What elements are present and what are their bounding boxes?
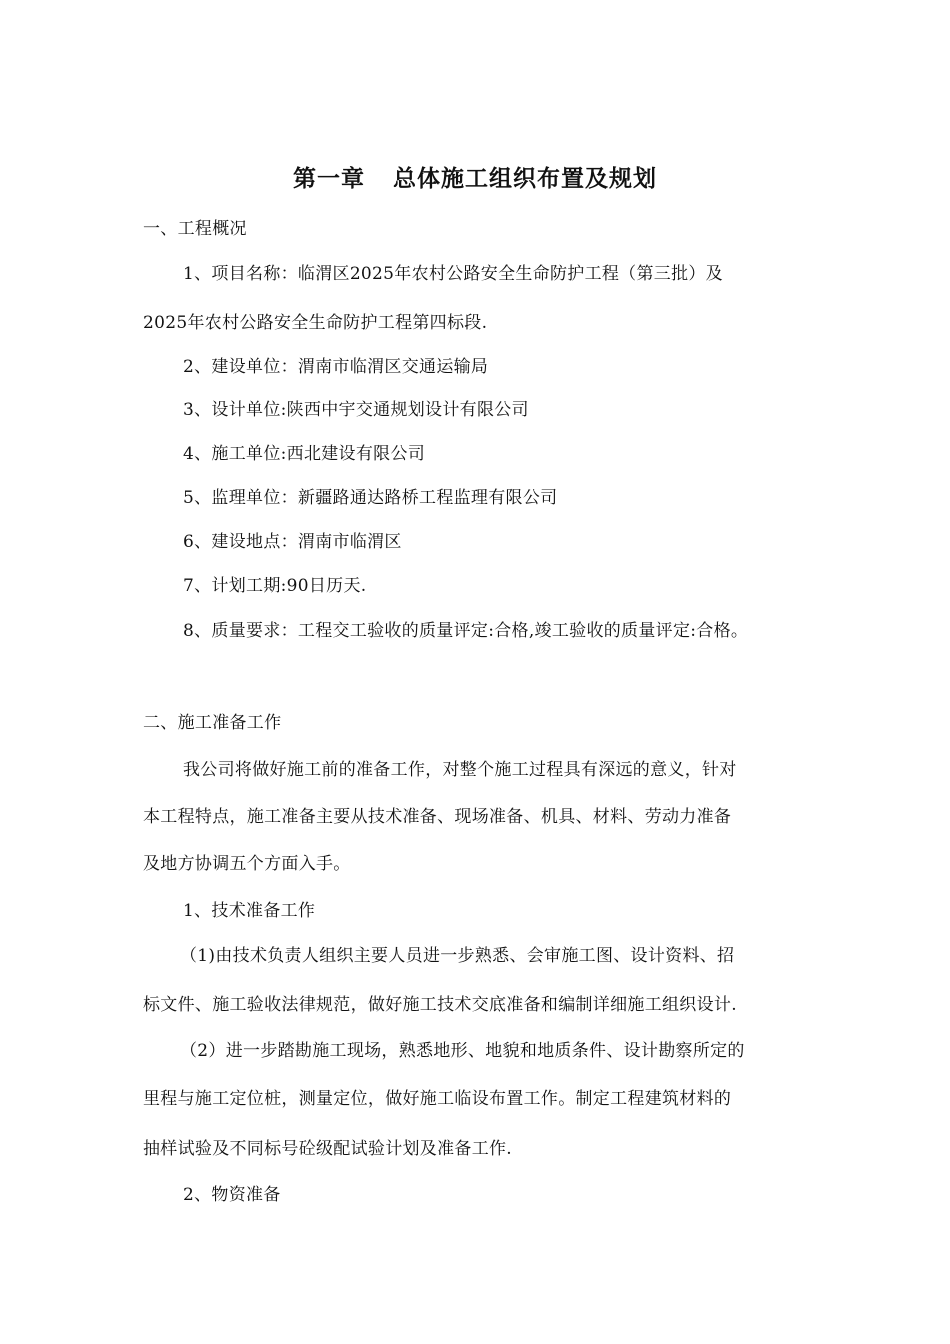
section-heading-overview: 一、工程概况 xyxy=(143,219,247,239)
overview-item: 6、建设地点：渭南市临渭区 xyxy=(183,532,402,552)
paragraph-line: 标文件、施工验收法律规范，做好施工技术交底准备和编制详细施工组织设计. xyxy=(143,995,737,1015)
section-heading-preparation: 二、施工准备工作 xyxy=(143,713,282,733)
paragraph-line: 及地方协调五个方面入手。 xyxy=(143,854,351,874)
overview-item: 8、质量要求：工程交工验收的质量评定:合格,竣工验收的质量评定:合格。 xyxy=(183,621,749,641)
chapter-number: 第一章 xyxy=(293,166,365,192)
paragraph-line: 抽样试验及不同标号砼级配试验计划及准备工作. xyxy=(143,1139,513,1159)
subsection-heading-materials: 2、物资准备 xyxy=(183,1185,281,1205)
paragraph-line: 我公司将做好施工前的准备工作，对整个施工过程具有深远的意义，针对 xyxy=(183,760,737,780)
overview-item: 4、施工单位:西北建设有限公司 xyxy=(183,444,426,464)
overview-item: 3、设计单位:陕西中宇交通规划设计有限公司 xyxy=(183,400,529,420)
overview-item: 2、建设单位：渭南市临渭区交通运输局 xyxy=(183,357,489,377)
overview-item: 1、项目名称：临渭区2025年农村公路安全生命防护工程（第三批）及 xyxy=(183,264,723,284)
paragraph-line: （1)由技术负责人组织主要人员进一步熟悉、会审施工图、设计资料、招 xyxy=(180,946,735,966)
overview-item: 2025年农村公路安全生命防护工程第四标段. xyxy=(143,313,488,333)
subsection-heading-technical: 1、技术准备工作 xyxy=(183,901,316,921)
paragraph-line: 本工程特点，施工准备主要从技术准备、现场准备、机具、材料、劳动力准备 xyxy=(143,807,732,827)
paragraph-line: （2）进一步踏勘施工现场，熟悉地形、地貌和地质条件、设计勘察所定的 xyxy=(180,1041,745,1061)
overview-item: 7、计划工期:90日历天. xyxy=(183,576,367,596)
chapter-name: 总体施工组织布置及规划 xyxy=(393,166,657,192)
paragraph-line: 里程与施工定位桩，测量定位，做好施工临设布置工作。制定工程建筑材料的 xyxy=(143,1089,732,1109)
chapter-title xyxy=(0,163,950,195)
overview-item: 5、监理单位：新疆路通达路桥工程监理有限公司 xyxy=(183,488,558,508)
